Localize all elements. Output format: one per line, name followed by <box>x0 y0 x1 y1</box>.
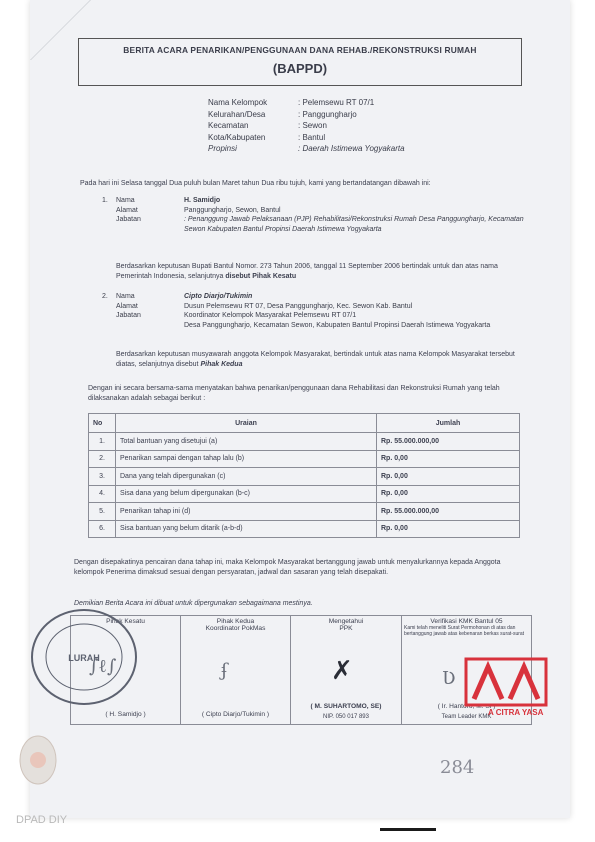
handwritten-signature-three: ✗ <box>331 656 353 686</box>
signature-title: Pihak Kesatu <box>106 618 145 625</box>
signature-position: Team Leader KMK <box>441 714 492 720</box>
header-description: Uraian <box>116 414 377 433</box>
identity-value: : Sewon <box>298 121 327 131</box>
identity-value: : Bantul <box>298 132 326 142</box>
signature-title: Mengetahui <box>328 618 364 625</box>
table-row <box>89 450 520 468</box>
party-one <box>102 196 526 234</box>
identity-label: Kota/Kabupaten <box>208 132 266 142</box>
row-description: Penarikan tahap ini (d) <box>116 503 377 521</box>
document-subtitle: (BAPPD) <box>272 61 328 76</box>
row-no: 6. <box>89 520 116 538</box>
address-label: Alamat <box>116 302 138 310</box>
row-amount: Rp. 0,00 <box>377 485 520 503</box>
identity-row <box>208 109 405 121</box>
closing-text-2: Demikian Berita Acara ini dibuat untuk dipergunakan sebagaimana mestinya. <box>74 600 313 607</box>
table-row <box>89 468 520 486</box>
position-label: Jabatan <box>116 312 141 319</box>
table-row <box>89 520 520 538</box>
row-description: Total bantuan yang disetujui (a) <box>116 433 377 451</box>
row-description: Sisa dana yang belum dipergunakan (b-c) <box>116 485 377 503</box>
row-amount: Rp. 55.000.000,00 <box>377 503 520 521</box>
village-stamp <box>28 606 140 708</box>
document-title: BERITA ACARA PENARIKAN/PENGGUNAAN DANA REHAB./REKONSTRUKSI RUMAH <box>123 45 477 55</box>
intro-text: Pada hari ini Selasa tanggal Dua puluh bulan Maret tahun Dua ribu tujuh, kami yang bertandatangan dibawah ini: <box>80 180 431 187</box>
signature-title: Verifikasi KMK Bantul 05 <box>430 618 503 625</box>
identity-value: : Daerah Istimewa Yogyakarta <box>298 144 405 154</box>
identity-label: Kecamatan <box>208 121 249 131</box>
header-no: No <box>89 414 116 433</box>
row-no: 1. <box>89 433 116 451</box>
party-two <box>102 292 526 330</box>
party-alias: disebut Pihak Kesatu <box>225 273 297 280</box>
identity-row <box>208 143 405 155</box>
row-amount: Rp. 0,00 <box>377 450 520 468</box>
archive-logo <box>16 730 60 790</box>
identity-label: Propinsi <box>208 144 237 154</box>
signature-cell-party-two <box>181 616 291 725</box>
group-identity <box>208 97 405 155</box>
name-label: Nama <box>116 197 135 204</box>
party-one-basis <box>116 262 522 282</box>
row-amount: Rp. 0,00 <box>377 520 520 538</box>
statement-text: Dengan ini secara bersama-sama menyatakan bahwa penarikan/penggunaan dana Rehabilitasi dan Rekonstruksi Rumah yang telah dilaksanakan adalah sebagai berikut : <box>88 385 500 402</box>
identity-row <box>208 120 405 132</box>
signature-subtitle: Kami telah meneliti Surat Permohonan di atas dan bertanggung jawab atas kebenaran berkas surat-surat <box>404 625 525 637</box>
row-description: Dana yang telah dipergunakan (c) <box>116 468 377 486</box>
party-address: Dusun Pelemsewu RT 07, Desa Panggungharjo, Kec. Sewon Kab. Bantul <box>184 302 413 310</box>
bottom-bar <box>380 828 436 831</box>
row-amount: Rp. 0,00 <box>377 468 520 486</box>
row-amount: Rp. 55.000.000,00 <box>377 433 520 451</box>
party-position: Koordinator Kelompok Masyarakat Pelemsewu RT 07/1 <box>184 312 357 319</box>
identity-value: : Pelemsewu RT 07/1 <box>298 98 375 107</box>
table-row <box>89 485 520 503</box>
row-no: 5. <box>89 503 116 521</box>
table-row <box>89 433 520 451</box>
row-no: 4. <box>89 485 116 503</box>
handwritten-signature-two: ʄ <box>221 660 228 681</box>
signature-cell-ppk <box>291 616 402 725</box>
row-description: Sisa bantuan yang belum ditarik (a-b-d) <box>116 520 377 538</box>
party-number: 1. <box>102 197 108 204</box>
party-position-detail: Desa Panggungharjo, Kecamatan Sewon, Kabupaten Bantul Propinsi Daerah Istimewa Yogyakarta <box>184 321 491 329</box>
address-label: Alamat <box>116 206 138 214</box>
table-row <box>89 503 520 521</box>
signature-title: Pihak Kedua <box>216 618 255 625</box>
signature-name: ( Ir. Hantoro, M. Si ) <box>437 703 496 710</box>
document-title-box <box>78 38 522 86</box>
signature-name: ( M. SUHARTOMO, SE) <box>310 703 382 710</box>
signature-subtitle: Koordinator PokMas <box>205 625 266 632</box>
party-alias: Pihak Kedua <box>200 361 243 368</box>
basis-text: Berdasarkan keputusan musyawarah anggota Kelompok Masyarakat, bertindak untuk atas nama Kelompok Masyarakat tersebut diatas, selanjutnya disebut <box>116 351 515 368</box>
svg-text:LURAH: LURAH <box>68 653 100 663</box>
closing-text: Dengan disepakatinya pencairan dana tahap ini, maka Kelompok Masyarakat bertanggung jawab untuk menyalurkannya kepada Anggota kelompok Penerima dimaksud sesuai dengan persyaratan, jadwal dan sasaran yang telah disepakati. <box>74 559 501 576</box>
identity-row <box>208 132 405 144</box>
handwritten-signature-one: ∫ℓ∫ <box>89 656 117 677</box>
svg-text:A CITRA YASA: A CITRA YASA <box>488 708 544 717</box>
signature-name: ( Cipto Diarjo/Tukimin ) <box>201 711 270 718</box>
party-name: H. Samidjo <box>184 197 221 204</box>
handwritten-page-number: 284 <box>440 757 475 778</box>
position-label: Jabatan <box>116 216 141 223</box>
disbursement-table <box>88 413 520 538</box>
identity-value: : Panggungharjo <box>298 109 357 119</box>
identity-row <box>208 97 405 109</box>
party-number: 2. <box>102 293 108 300</box>
basis-text: Berdasarkan keputusan Bupati Bantul Nomor. 273 Tahun 2006, tanggal 11 September 2006 bertindak untuk dan atas nama Pemerintah Indonesia, selanjutnya <box>116 263 498 280</box>
signature-name: ( H. Samidjo ) <box>105 711 146 718</box>
header-amount: Jumlah <box>377 414 520 433</box>
party-address: Panggungharjo, Sewon, Bantul <box>184 206 281 214</box>
watermark-text: DPAD DIY <box>16 814 68 826</box>
row-no: 2. <box>89 450 116 468</box>
party-name: Cipto Diarjo/Tukimin <box>184 293 253 300</box>
party-two-basis <box>116 350 522 370</box>
row-description: Penarikan sampai dengan tahap lalu (b) <box>116 450 377 468</box>
row-no: 3. <box>89 468 116 486</box>
table-header-row <box>89 414 520 433</box>
company-stamp <box>418 657 550 719</box>
signature-subtitle: PPK <box>339 625 353 632</box>
handwritten-signature-four: Ʋ <box>442 668 456 689</box>
party-position: : Penanggung Jawab Pelaksanaan (PJP) Rehabilitasi/Rekonstruksi Rumah Desa Panggungharjo, Kecamatan Sewon Kabupaten Bantul Propinsi Daerah Istimewa Yogyakarta <box>184 216 524 233</box>
name-label: Nama <box>116 293 135 300</box>
signature-nip: NIP. 050 017 893 <box>323 714 369 720</box>
identity-label: Nama Kelompok <box>208 98 268 107</box>
identity-label: Kelurahan/Desa <box>208 109 266 119</box>
